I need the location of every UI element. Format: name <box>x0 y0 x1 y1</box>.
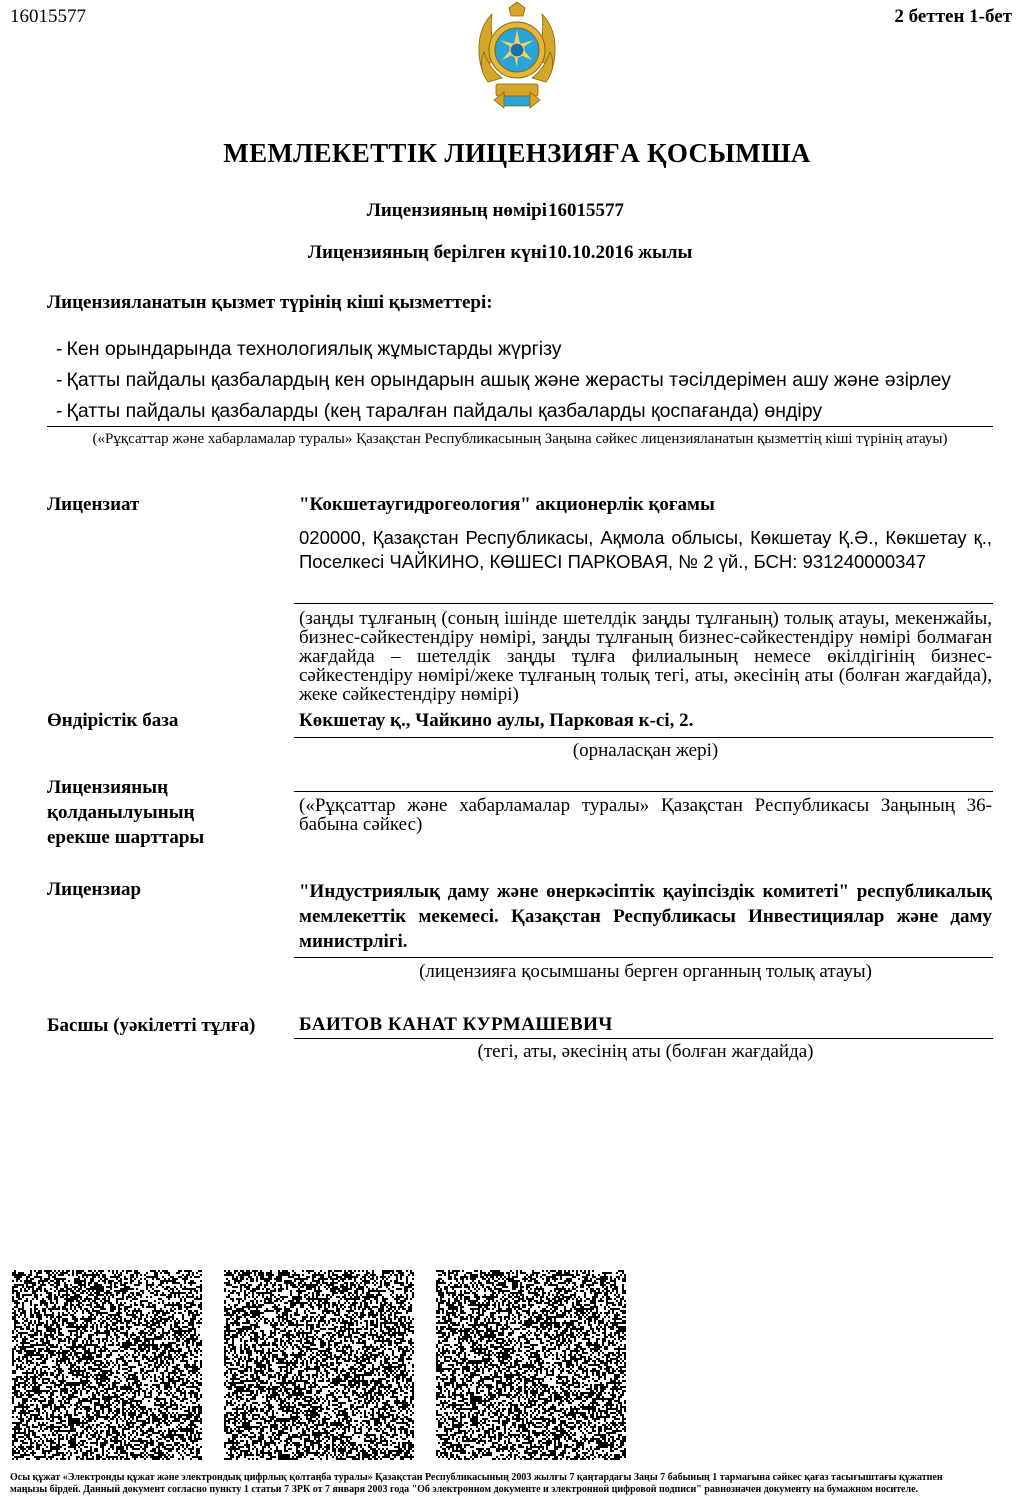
licensee-caption: (заңды тұлғаның (соның ішінде шетелдік заңды тұлғаның) толық атауы, мекенжайы, бизнес-сәйкестендіру нөмірі, заңды тұлғаның бизнес-сәйкестендіру нөмірі болмаған жағдайда – шетелдік заңды тұлға филиалының немесе өкілдігінің бизнес-сәйкестендіру нөмірі/жеке тұлғаның толық тегі, аты, әкесінің аты (болған жағдайда), жеке сәйкестендіру нөмірі) <box>299 608 992 705</box>
license-date-value: 10.10.2016 жылы <box>548 242 693 263</box>
document-id: 16015577 <box>10 6 86 27</box>
footer-line-1: Осы құжат «Электронды құжат және электрондық цифрлық қолтаңба туралы» Қазақстан Республикасының 2003 жылғы 7 қаңтардағы Заңы 7 бабының 1 тармағына сәйкес қағаз тасығыштағы құжатпен <box>10 1472 943 1483</box>
special-conditions-caption: («Рұқсаттар және хабарламалар туралы» Қазақстан Республикасы Заңының 36-бабына сәйкес) <box>299 795 992 835</box>
qr-modules <box>224 1270 414 1460</box>
subtypes-caption: («Рұқсаттар және хабарламалар туралы» Қазақстан Республикасының Заңына сәйкес лицензияланатын қызметтің кіші түрінің атауы) <box>92 431 948 447</box>
head-caption: (тегі, аты, әкесінің аты (болған жағдайда) <box>477 1041 814 1062</box>
document-title: МЕМЛЕКЕТТІК ЛИЦЕНЗИЯҒА ҚОСЫМША <box>223 138 811 168</box>
divider <box>294 791 993 792</box>
production-base-label: Өндірістік база <box>47 710 179 731</box>
subtypes-list <box>56 334 951 427</box>
footer-line-2: маңызы бірдей. Данный документ согласно пункту 1 статьи 7 ЗРК от 7 января 2003 года "Об электронном документе и электронной цифровой подписи" равнозначен документу на бумажном носителе. <box>10 1484 919 1495</box>
head-value: БАИТОВ КАНАТ КУРМАШЕВИЧ <box>299 1014 613 1035</box>
licensor-caption: (лицензияға қосымшаны берген органның толық атауы) <box>419 961 872 982</box>
list-item: - Кен орындарында технологиялық жұмыстарды жүргізу <box>56 334 951 365</box>
license-date-label: Лицензияның берілген күні <box>307 242 547 263</box>
qr-modules <box>436 1270 626 1460</box>
licensor-value: "Индустриялық даму және өнеркәсіптік қауіпсіздік комитеті" республикалық мемлекеттік мекемесі. Қазақстан Республикасы Инвестициялар және даму министрлігі. <box>299 881 992 952</box>
licensee-name: "Кокшетаугидрогеология" акционерлік қоғамы <box>299 494 715 515</box>
list-item: - Қатты пайдалы қазбаларды (кең таралған пайдалы қазбаларды қоспағанда) өндіру <box>56 396 951 427</box>
state-emblem-icon <box>474 0 560 114</box>
licensor-label: Лицензиар <box>47 879 142 900</box>
page-label: 2 беттен 1-бет <box>894 6 1012 27</box>
licensee-address: 020000, Қазақстан Республикасы, Ақмола облысы, Көкшетау Қ.Ә., Көкшетау қ., Поселкесі ЧАЙКИНО, КӨШЕСІ ПАРКОВАЯ, № 2 үй., БСН: 931240000347 <box>299 527 992 572</box>
license-number-value: 16015577 <box>548 200 624 221</box>
divider <box>294 957 993 958</box>
qr-code-3 <box>436 1270 626 1460</box>
head-label: Басшы (уәкілетті тұлға) <box>47 1015 256 1036</box>
licensee-label: Лицензиат <box>47 494 140 515</box>
special-conditions-label: Лицензияның қолданылуының ерекше шарттары <box>47 777 205 848</box>
production-base-caption: (орналасқан жері) <box>572 740 719 761</box>
divider <box>294 1038 993 1039</box>
qr-code-2 <box>224 1270 414 1460</box>
legal-footer <box>10 1472 1034 1496</box>
license-number-label: Лицензияның нөмірі <box>366 200 547 221</box>
qr-modules <box>12 1270 202 1460</box>
divider <box>294 737 993 738</box>
qr-code-1 <box>12 1270 202 1460</box>
subtypes-heading: Лицензияланатын қызмет түрінің кіші қызметтері: <box>47 292 493 313</box>
divider <box>294 603 993 604</box>
divider <box>47 426 993 427</box>
list-item: - Қатты пайдалы қазбалардың кен орындарын ашық және жерасты тәсілдерімен ашу және әзірлеу <box>56 365 951 396</box>
production-base-value: Көкшетау қ., Чайкино аулы, Парковая к-сі, 2. <box>299 710 694 731</box>
